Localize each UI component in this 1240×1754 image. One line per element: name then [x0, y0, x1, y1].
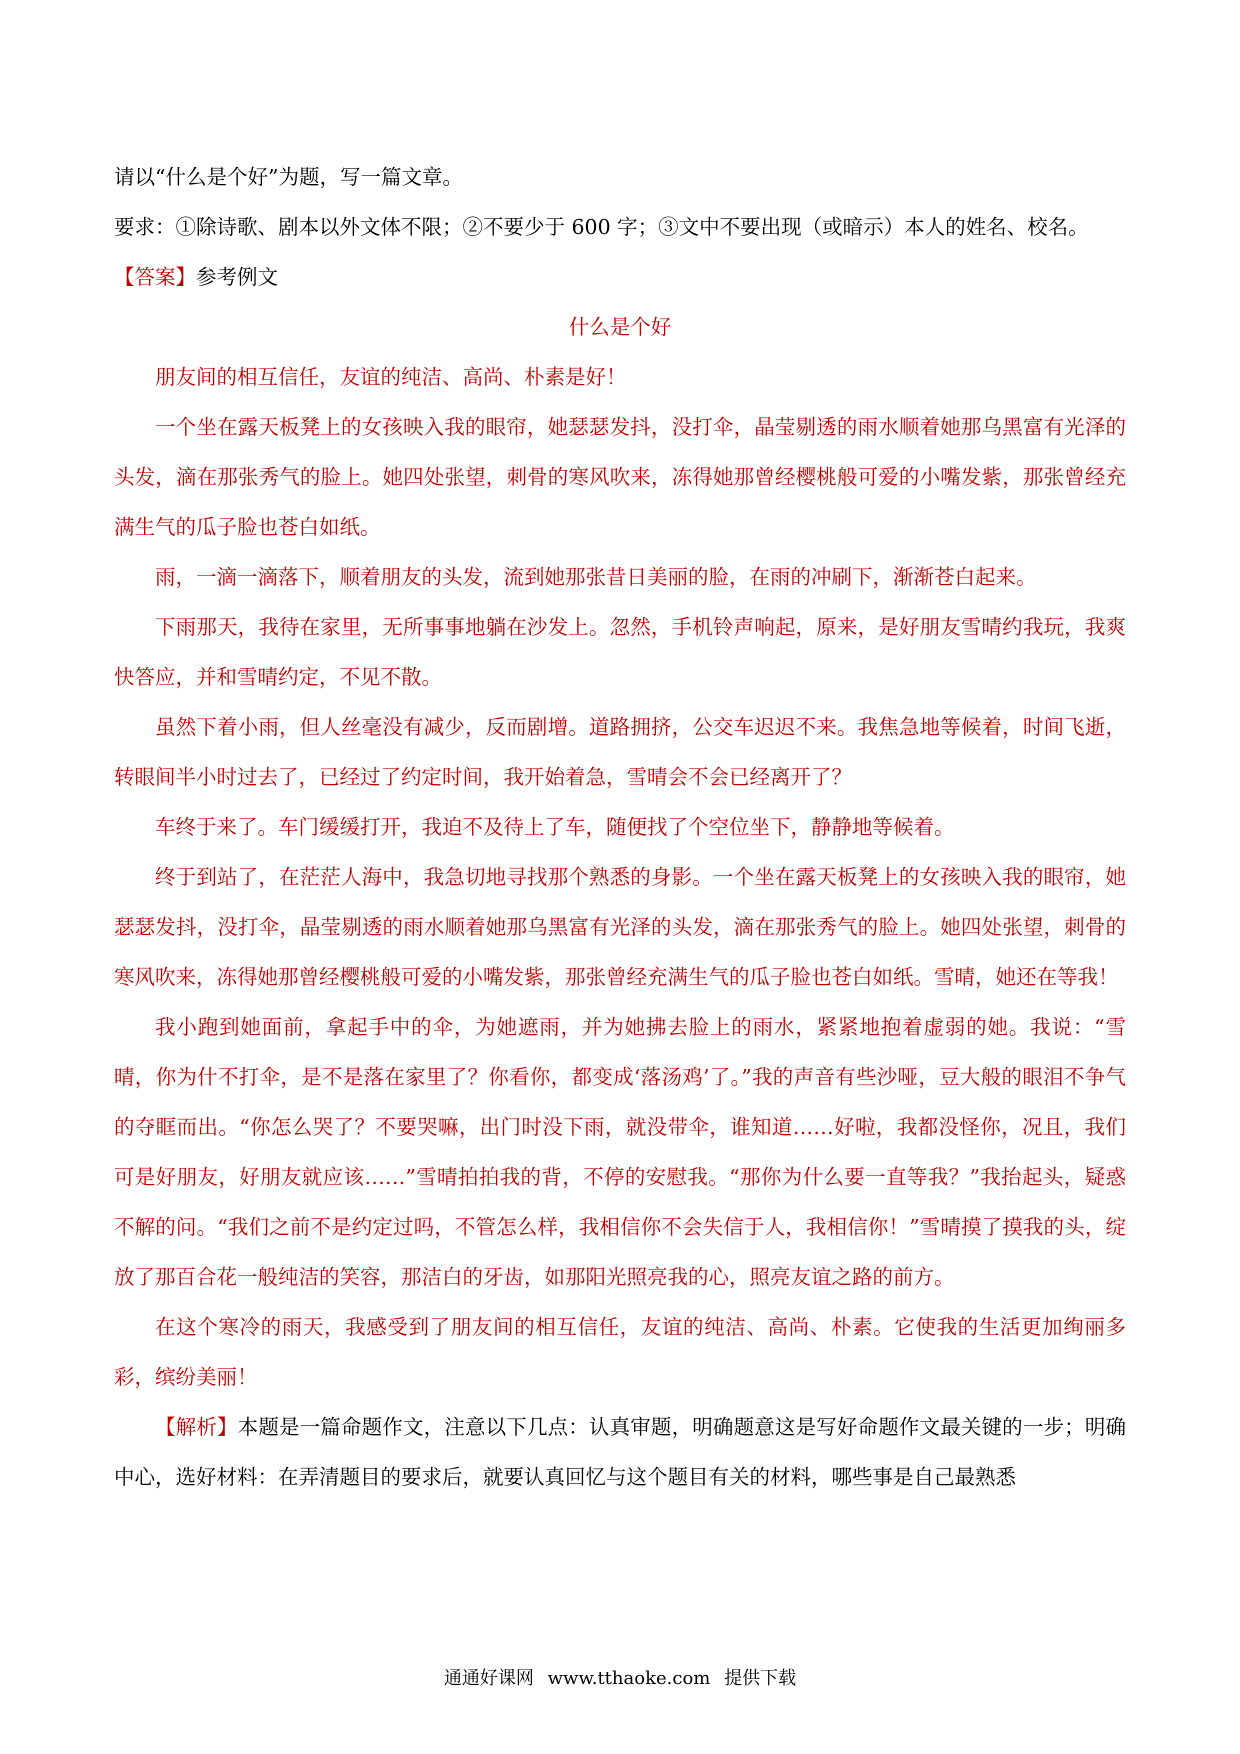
essay-paragraph: 下雨那天，我待在家里，无所事事地躺在沙发上。忽然，手机铃声响起，原来，是好朋友雪晴约我玩，我爽快答应，并和雪晴约定，不见不散。 [114, 615, 1126, 689]
essay-paragraph: 在这个寒冷的雨天，我感受到了朋友间的相互信任，友谊的纯洁、高尚、朴素。它使我的生活更加绚丽多彩，缤纷美丽！ [114, 1315, 1126, 1389]
answer-tag: 【答案】 [114, 265, 196, 289]
essay-paragraph: 虽然下着小雨，但人丝毫没有减少，反而剧增。道路拥挤，公交车迟迟不来。我焦急地等候着，时间飞逝，转眼间半小时过去了，已经过了约定时间，我开始着急，雪晴会不会已经离开了？ [114, 715, 1126, 789]
prompt-requirements: 要求：①除诗歌、剧本以外文体不限；②不要少于 600 字；③文中不要出现（或暗示）本人的姓名、校名。 [114, 215, 1089, 239]
page-footer [0, 1664, 1240, 1694]
answer-heading [114, 252, 1126, 302]
essay-paragraph: 我小跑到她面前，拿起手中的伞，为她遮雨，并为她拂去脸上的雨水，紧紧地抱着虚弱的她。我说：“雪晴，你为什不打伞，是不是落在家里了？你看你，都变成‘落汤鸡’了。”我的声音有些沙哑，豆大般的眼泪不争气的夺眶而出。“你怎么哭了？不要哭嘛，出门时没下雨，就没带伞，谁知道……好啦，我都没怪你，况且，我们可是好朋友，好朋友就应该……”雪晴拍拍我的背，不停的安慰我。“那你为什么要一直等我？”我抬起头，疑惑不解的问。“我们之前不是约定过吗，不管怎么样，我相信你不会失信于人，我相信你！”雪晴摸了摸我的头，绽放了那百合花一般纯洁的笑容，那洁白的牙齿，如那阳光照亮我的心，照亮友谊之路的前方。 [114, 1015, 1126, 1289]
essay-paragraph: 车终于来了。车门缓缓打开，我迫不及待上了车，随便找了个空位坐下，静静地等候着。 [155, 815, 955, 839]
footer-site-name: 通通好课网 [443, 1668, 534, 1689]
essay-title: 什么是个好 [568, 315, 672, 339]
essay-paragraph: 雨，一滴一滴落下，顺着朋友的头发，流到她那张昔日美丽的脸，在雨的冲刷下，渐渐苍白起来。 [155, 565, 1037, 589]
analysis-text: 本题是一篇命题作文，注意以下几点：认真审题，明确题意这是写好命题作文最关键的一步；明确中心，选好材料：在弄清题目的要求后，就要认真回忆与这个题目有关的材料，哪些事是自己最熟悉 [114, 1415, 1127, 1489]
prompt-instruction: 请以“什么是个好”为题，写一篇文章。 [114, 165, 463, 189]
document-page [114, 152, 1126, 1502]
answer-label: 参考例文 [196, 265, 278, 289]
essay-paragraph: 一个坐在露天板凳上的女孩映入我的眼帘，她瑟瑟发抖，没打伞，晶莹剔透的雨水顺着她那乌黑富有光泽的头发，滴在那张秀气的脸上。她四处张望，刺骨的寒风吹来，冻得她那曾经樱桃般可爱的小嘴发紫，那张曾经充满生气的瓜子脸也苍白如纸。 [114, 415, 1126, 539]
footer-suffix: 提供下载 [724, 1668, 797, 1689]
analysis-paragraph [114, 1402, 1126, 1502]
footer-url[interactable]: www.tthaoke.com [547, 1668, 711, 1689]
analysis-tag: 【解析】 [155, 1415, 238, 1439]
essay-paragraph: 终于到站了，在茫茫人海中，我急切地寻找那个熟悉的身影。一个坐在露天板凳上的女孩映入我的眼帘，她瑟瑟发抖，没打伞，晶莹剔透的雨水顺着她那乌黑富有光泽的头发，滴在那张秀气的脸上。她四处张望，刺骨的寒风吹来，冻得她那曾经樱桃般可爱的小嘴发紫，那张曾经充满生气的瓜子脸也苍白如纸。雪晴，她还在等我！ [114, 865, 1126, 989]
essay-paragraph: 朋友间的相互信任，友谊的纯洁、高尚、朴素是好！ [155, 365, 627, 389]
